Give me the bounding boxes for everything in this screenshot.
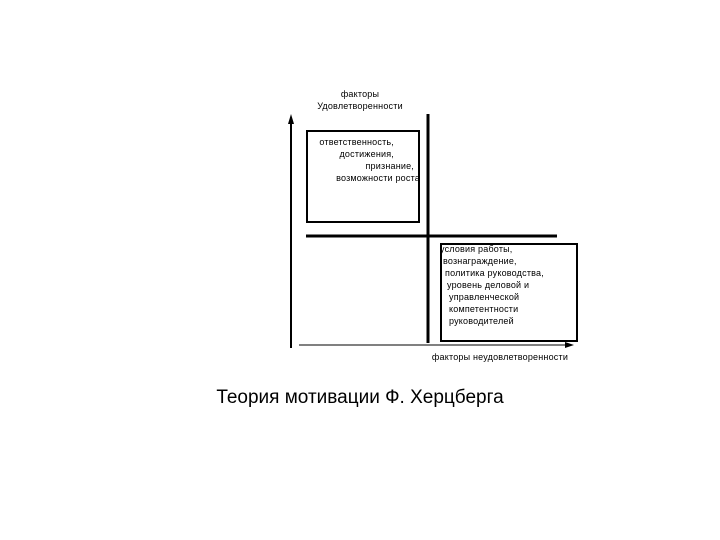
slide-title: Теория мотивации Ф. Херцберга xyxy=(216,387,504,408)
hygiene-line-5: управленческой xyxy=(449,292,520,302)
motivators-line-2: достижения, xyxy=(339,149,394,159)
hygiene-text xyxy=(440,243,590,327)
y-axis-label-line-1: факторы xyxy=(340,89,380,99)
motivators-line-1: ответственность, xyxy=(319,137,394,147)
hygiene-line-3: политика руководства, xyxy=(445,268,544,278)
motivators-line-4: возможности роста xyxy=(336,173,420,183)
hygiene-line-1: условия работы, xyxy=(440,244,513,254)
hygiene-line-4: уровень деловой и xyxy=(447,280,530,290)
hygiene-line-7: руководителей xyxy=(449,316,514,326)
motivators-line-3: признание, xyxy=(365,161,414,171)
hygiene-line-2: вознаграждение, xyxy=(443,256,517,266)
motivators-text xyxy=(306,136,420,184)
y-axis-label-line-2: Удовлетворенности xyxy=(317,101,403,111)
x-axis-arrowhead xyxy=(565,342,574,348)
hygiene-line-6: компетентности xyxy=(449,304,519,314)
y-axis-label xyxy=(300,88,420,112)
x-axis-label: факторы неудовлетворенности xyxy=(431,352,569,362)
y-axis-arrowhead xyxy=(288,114,294,124)
